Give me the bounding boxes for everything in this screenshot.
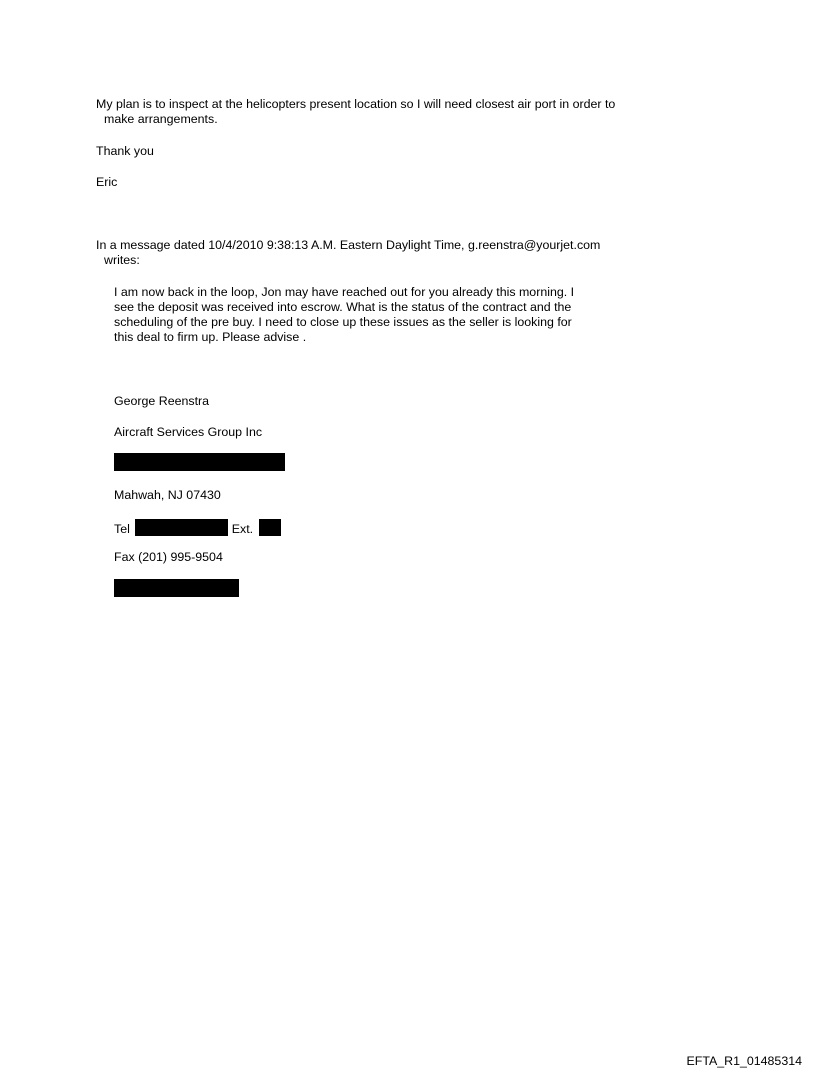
ext-label: Ext. bbox=[231, 522, 254, 536]
redacted-phone bbox=[135, 519, 228, 536]
reply-body-line1: My plan is to inspect at the helicopters present location so I will need closest air port in order to bbox=[96, 97, 616, 111]
quoted-line2: see the deposit was received into escrow. What is the status of the contract and the bbox=[114, 300, 572, 314]
quote-header-line2: writes: bbox=[104, 253, 140, 267]
reply-body bbox=[96, 97, 615, 127]
signature-company: Aircraft Services Group Inc bbox=[114, 425, 263, 439]
quoted-line4: this deal to firm up. Please advise . bbox=[114, 330, 307, 344]
quoted-line3: scheduling of the pre buy. I need to close up these issues as the seller is looking for bbox=[114, 315, 572, 329]
quoted-line1: I am now back in the loop, Jon may have reached out for you already this morning. I bbox=[114, 285, 575, 299]
signature-fax: Fax (201) 995-9504 bbox=[114, 550, 223, 564]
reply-signoff: Eric bbox=[96, 175, 118, 189]
redacted-extension bbox=[259, 519, 281, 536]
quoted-message bbox=[114, 285, 574, 345]
quote-header bbox=[96, 238, 600, 268]
document-id: EFTA_R1_01485314 bbox=[686, 1054, 802, 1068]
redacted-address bbox=[114, 453, 285, 471]
reply-thanks: Thank you bbox=[96, 144, 154, 158]
redacted-email bbox=[114, 579, 239, 597]
tel-label: Tel bbox=[114, 522, 130, 536]
quote-header-line1: In a message dated 10/4/2010 9:38:13 A.M. Eastern Daylight Time, g.reenstra@yourjet.com bbox=[96, 238, 601, 252]
reply-body-line2: make arrangements. bbox=[104, 112, 218, 126]
signature-city: Mahwah, NJ 07430 bbox=[114, 488, 221, 502]
signature-tel-line bbox=[114, 519, 281, 537]
signature-name: George Reenstra bbox=[114, 394, 210, 408]
